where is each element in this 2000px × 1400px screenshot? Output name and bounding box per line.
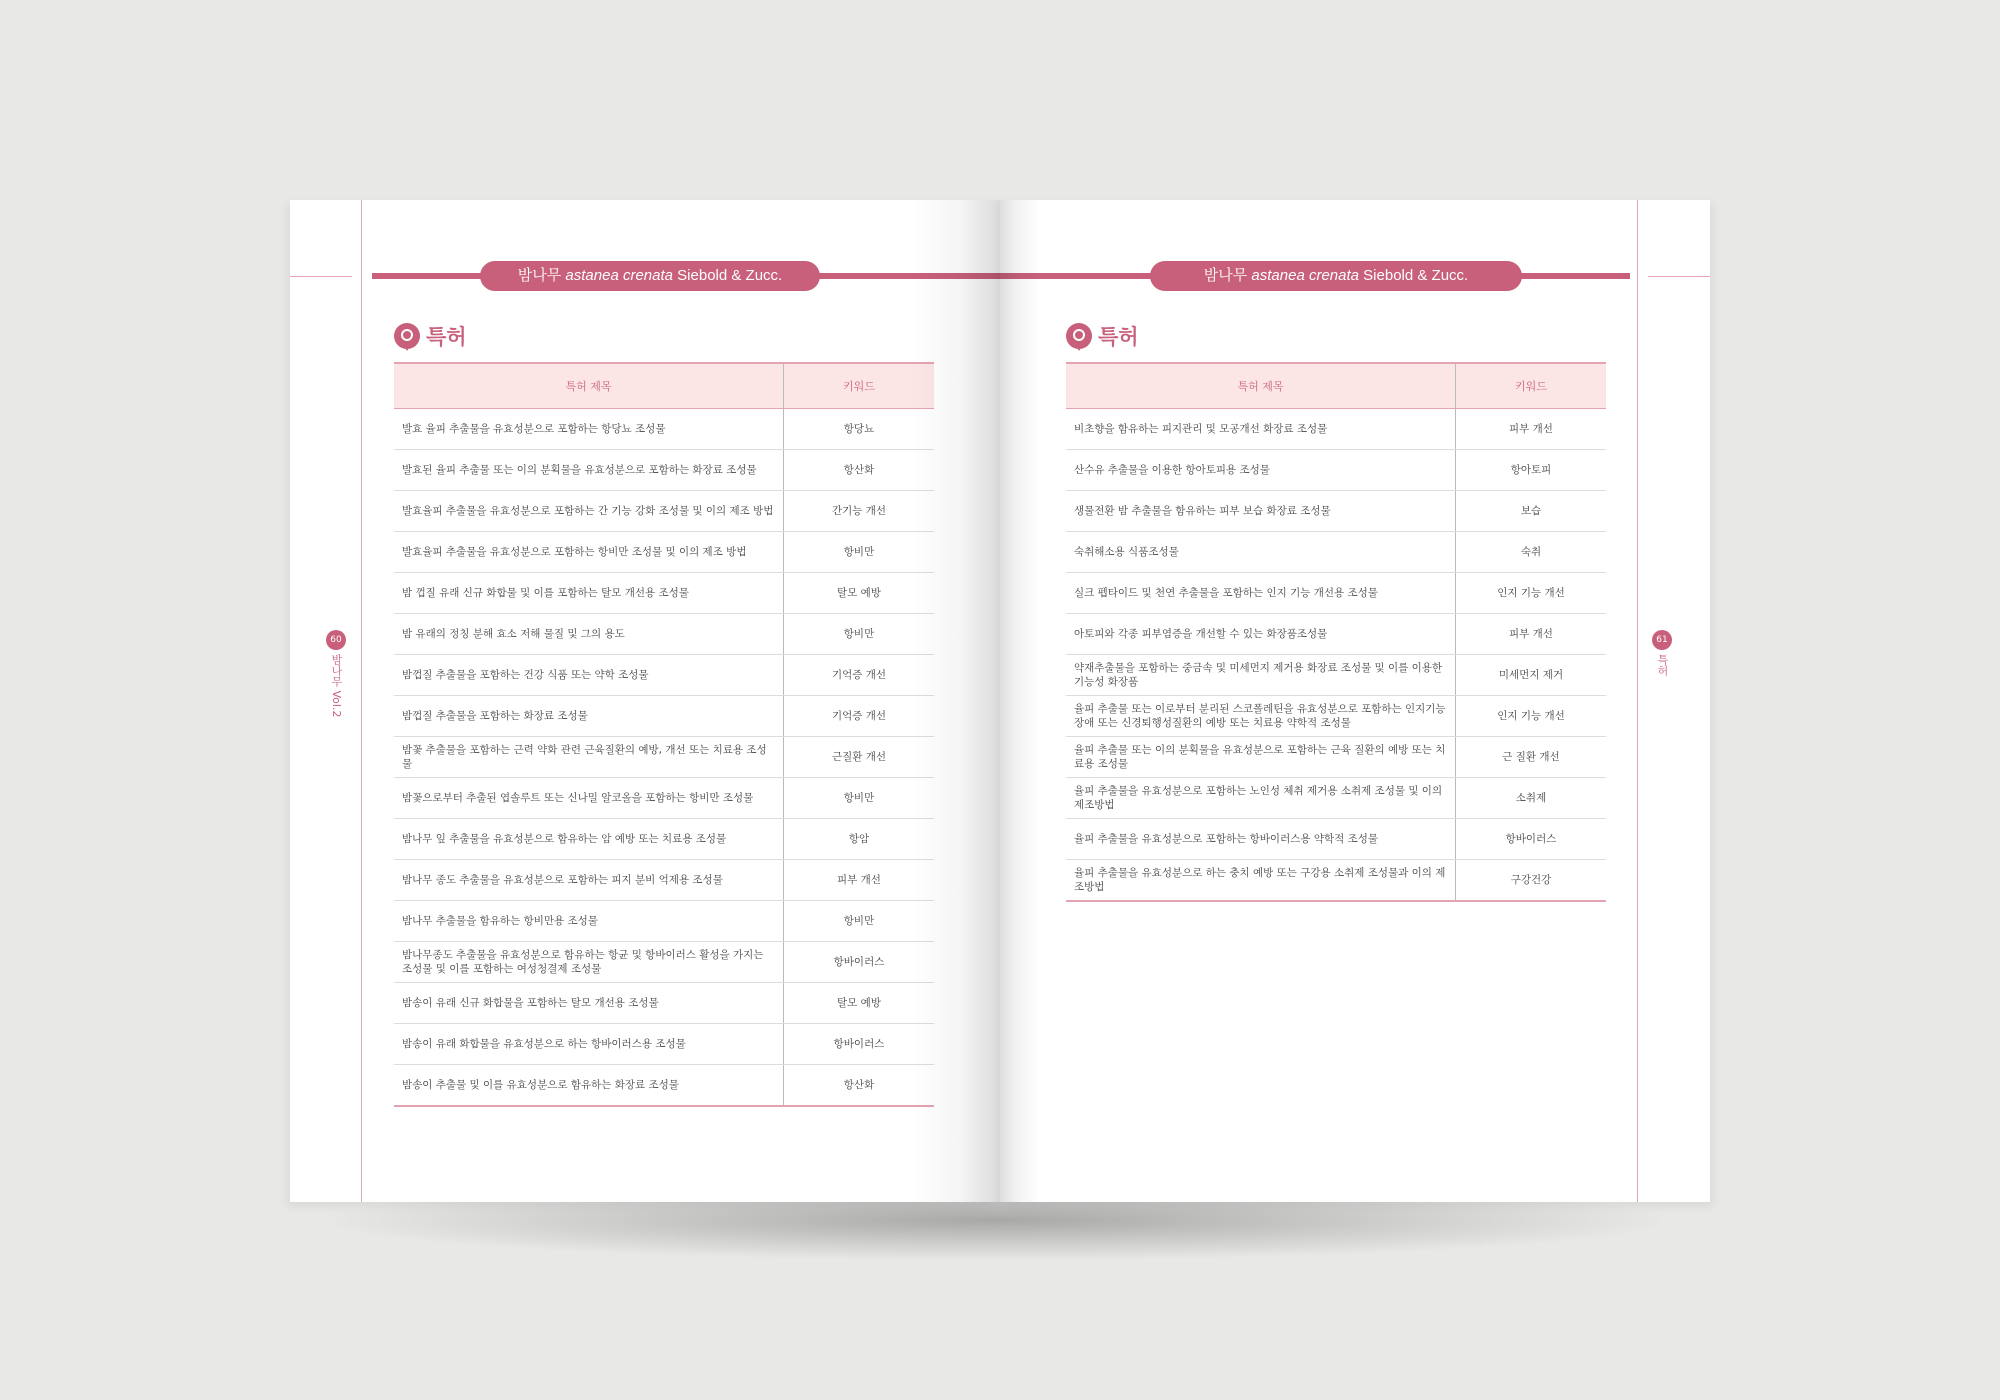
header-rule bbox=[290, 276, 352, 277]
table-row bbox=[1066, 655, 1606, 696]
section-heading bbox=[394, 320, 467, 352]
table-row bbox=[1066, 860, 1606, 902]
table-row bbox=[394, 819, 934, 860]
map-pin-icon bbox=[394, 323, 420, 349]
section-heading bbox=[1066, 320, 1139, 352]
patent-keyword: 항바이러스 bbox=[1456, 819, 1607, 860]
col-header-keyword: 키워드 bbox=[1456, 363, 1607, 409]
patent-table bbox=[394, 362, 934, 1107]
table-row bbox=[394, 614, 934, 655]
table-row bbox=[394, 655, 934, 696]
patent-title: 밤송이 유래 화합물을 유효성분으로 하는 항바이러스용 조성물 bbox=[394, 1024, 784, 1065]
patent-title: 생물전환 밤 추출물을 함유하는 피부 보습 화장료 조성물 bbox=[1066, 491, 1456, 532]
table-header-row bbox=[394, 363, 934, 409]
table-row bbox=[394, 737, 934, 778]
patent-title: 발효된 율피 추출물 또는 이의 분획물을 유효성분으로 포함하는 화장료 조성물 bbox=[394, 450, 784, 491]
right-page bbox=[1000, 200, 1710, 1202]
section-title: 특허 bbox=[426, 325, 467, 349]
table-row bbox=[1066, 450, 1606, 491]
patent-keyword: 기억증 개선 bbox=[784, 655, 935, 696]
patent-keyword: 인지 기능 개선 bbox=[1456, 573, 1607, 614]
patent-title: 밤나무 추출물을 함유하는 항비만용 조성물 bbox=[394, 901, 784, 942]
patent-keyword: 인지 기능 개선 bbox=[1456, 696, 1607, 737]
section-title: 특허 bbox=[1098, 325, 1139, 349]
side-tab bbox=[326, 630, 346, 717]
patent-keyword: 항암 bbox=[784, 819, 935, 860]
table-row bbox=[394, 696, 934, 737]
table-row bbox=[394, 573, 934, 614]
patent-keyword: 보습 bbox=[1456, 491, 1607, 532]
left-page bbox=[290, 200, 1000, 1202]
table-row bbox=[394, 491, 934, 532]
table-row bbox=[1066, 819, 1606, 860]
table-row bbox=[394, 983, 934, 1024]
header-pill bbox=[1150, 261, 1522, 291]
patent-title: 아토피와 각종 피부염증을 개선할 수 있는 화장품조성물 bbox=[1066, 614, 1456, 655]
pill-author: Siebold & Zucc. bbox=[677, 267, 783, 284]
patent-title: 실크 펩타이드 및 천연 추출물을 포함하는 인지 기능 개선용 조성물 bbox=[1066, 573, 1456, 614]
col-header-keyword: 키워드 bbox=[784, 363, 935, 409]
table-row bbox=[394, 860, 934, 901]
patent-title: 발효 율피 추출물을 유효성분으로 포함하는 항당뇨 조성물 bbox=[394, 409, 784, 450]
patent-keyword: 탈모 예방 bbox=[784, 983, 935, 1024]
patent-keyword: 구강건강 bbox=[1456, 860, 1607, 902]
table-row bbox=[394, 409, 934, 450]
table-row bbox=[1066, 696, 1606, 737]
patent-keyword: 항산화 bbox=[784, 450, 935, 491]
patent-title: 밤 유래의 정칭 분해 효소 저해 물질 및 그의 용도 bbox=[394, 614, 784, 655]
margin-line bbox=[361, 200, 362, 1202]
patent-title: 밤송이 추출물 및 이를 유효성분으로 함유하는 화장료 조성물 bbox=[394, 1065, 784, 1107]
table-row bbox=[1066, 491, 1606, 532]
patent-title: 밤꽃으로부터 추출된 엽솔루트 또는 신나밀 알코올을 포함하는 항비만 조성물 bbox=[394, 778, 784, 819]
table-header-row bbox=[1066, 363, 1606, 409]
table-row bbox=[1066, 778, 1606, 819]
table-row bbox=[394, 532, 934, 573]
patent-keyword: 기억증 개선 bbox=[784, 696, 935, 737]
patent-keyword: 항산화 bbox=[784, 1065, 935, 1107]
patent-title: 발효율피 추출물을 유효성분으로 포함하는 간 기능 강화 조성물 및 이의 제조 방법 bbox=[394, 491, 784, 532]
col-header-title: 특허 제목 bbox=[394, 363, 784, 409]
patent-title: 밤나무 잎 추출물을 유효성분으로 함유하는 암 예방 또는 치료용 조성물 bbox=[394, 819, 784, 860]
patent-title: 산수유 추출물을 이용한 항아토피용 조성물 bbox=[1066, 450, 1456, 491]
patent-keyword: 간기능 개선 bbox=[784, 491, 935, 532]
patent-title: 밤꽃 추출물을 포함하는 근력 약화 관련 근육질환의 예방, 개선 또는 치료용 조성물 bbox=[394, 737, 784, 778]
side-tab bbox=[1652, 630, 1672, 676]
pill-korean: 밤나무 bbox=[1203, 267, 1248, 284]
pill-latin: astanea crenata bbox=[565, 267, 673, 284]
patent-title: 약재추출물을 포함하는 중금속 및 미세먼지 제거용 화장료 조성물 및 이를 이용한 기능성 화장품 bbox=[1066, 655, 1456, 696]
patent-title: 밤나무종도 추출물을 유효성분으로 함유하는 항균 및 항바이러스 활성을 가지는 조성물 및 이를 포함하는 여성청결제 조성물 bbox=[394, 942, 784, 983]
patent-title: 비초향을 함유하는 피지관리 및 모공개선 화장료 조성물 bbox=[1066, 409, 1456, 450]
table-row bbox=[1066, 737, 1606, 778]
patent-keyword: 항비만 bbox=[784, 778, 935, 819]
page-number: 61 bbox=[1652, 630, 1672, 650]
patent-title: 밤껍질 추출물을 포함하는 화장료 조성물 bbox=[394, 696, 784, 737]
side-text: 밤나무 Vol.2 bbox=[330, 654, 343, 718]
header-rule bbox=[1648, 276, 1710, 277]
patent-title: 율피 추출물 또는 이로부터 분리된 스코폴레틴을 유효성분으로 포함하는 인지기능 장애 또는 신경퇴행성질환의 예방 또는 치료용 약학적 조성물 bbox=[1066, 696, 1456, 737]
table-row bbox=[1066, 409, 1606, 450]
patent-keyword: 항바이러스 bbox=[784, 1024, 935, 1065]
patent-keyword: 항비만 bbox=[784, 532, 935, 573]
patent-keyword: 근 질환 개선 bbox=[1456, 737, 1607, 778]
patent-keyword: 피부 개선 bbox=[784, 860, 935, 901]
patent-title: 율피 추출물을 유효성분으로 포함하는 항바이러스용 약학적 조성물 bbox=[1066, 819, 1456, 860]
side-text: 특허 bbox=[1656, 654, 1669, 676]
table-row bbox=[394, 942, 934, 983]
patent-title: 율피 추출물을 유효성분으로 포함하는 노인성 체취 제거용 소취제 조성물 및 이의 제조방법 bbox=[1066, 778, 1456, 819]
patent-keyword: 항비만 bbox=[784, 901, 935, 942]
patent-title: 발효율피 추출물을 유효성분으로 포함하는 항비만 조성물 및 이의 제조 방법 bbox=[394, 532, 784, 573]
table-row bbox=[394, 1024, 934, 1065]
pill-korean: 밤나무 bbox=[517, 267, 562, 284]
patent-keyword: 피부 개선 bbox=[1456, 409, 1607, 450]
map-pin-icon bbox=[1066, 323, 1092, 349]
patent-keyword: 항당뇨 bbox=[784, 409, 935, 450]
table-row bbox=[394, 1065, 934, 1107]
margin-line bbox=[1637, 200, 1638, 1202]
patent-keyword: 항비만 bbox=[784, 614, 935, 655]
pill-author: Siebold & Zucc. bbox=[1363, 267, 1469, 284]
patent-keyword: 항바이러스 bbox=[784, 942, 935, 983]
table-row bbox=[394, 778, 934, 819]
pill-latin: astanea crenata bbox=[1251, 267, 1359, 284]
header-pill bbox=[480, 261, 820, 291]
patent-title: 율피 추출물 또는 이의 분획물을 유효성분으로 포함하는 근육 질환의 예방 또는 치료용 조성물 bbox=[1066, 737, 1456, 778]
patent-keyword: 피부 개선 bbox=[1456, 614, 1607, 655]
patent-keyword: 소취제 bbox=[1456, 778, 1607, 819]
patent-keyword: 근질환 개선 bbox=[784, 737, 935, 778]
patent-title: 율피 추출물을 유효성분으로 하는 충치 예방 또는 구강용 소취제 조성물과 이의 제조방법 bbox=[1066, 860, 1456, 902]
table-row bbox=[394, 901, 934, 942]
patent-keyword: 미세먼지 제거 bbox=[1456, 655, 1607, 696]
patent-title: 숙취해소용 식품조성물 bbox=[1066, 532, 1456, 573]
patent-table bbox=[1066, 362, 1606, 902]
patent-title: 밤껍질 추출물을 포함하는 건강 식품 또는 약학 조성물 bbox=[394, 655, 784, 696]
patent-title: 밤 껍질 유래 신규 화합물 및 이를 포함하는 탈모 개선용 조성물 bbox=[394, 573, 784, 614]
patent-keyword: 숙취 bbox=[1456, 532, 1607, 573]
table-row bbox=[1066, 532, 1606, 573]
patent-title: 밤송이 유래 신규 화합물을 포함하는 탈모 개선용 조성물 bbox=[394, 983, 784, 1024]
col-header-title: 특허 제목 bbox=[1066, 363, 1456, 409]
table-row bbox=[394, 450, 934, 491]
page-number: 60 bbox=[326, 630, 346, 650]
patent-title: 밤나무 종도 추출물을 유효성분으로 포함하는 피지 분비 억제용 조성물 bbox=[394, 860, 784, 901]
patent-keyword: 항아토피 bbox=[1456, 450, 1607, 491]
table-row bbox=[1066, 573, 1606, 614]
patent-keyword: 탈모 예방 bbox=[784, 573, 935, 614]
table-row bbox=[1066, 614, 1606, 655]
